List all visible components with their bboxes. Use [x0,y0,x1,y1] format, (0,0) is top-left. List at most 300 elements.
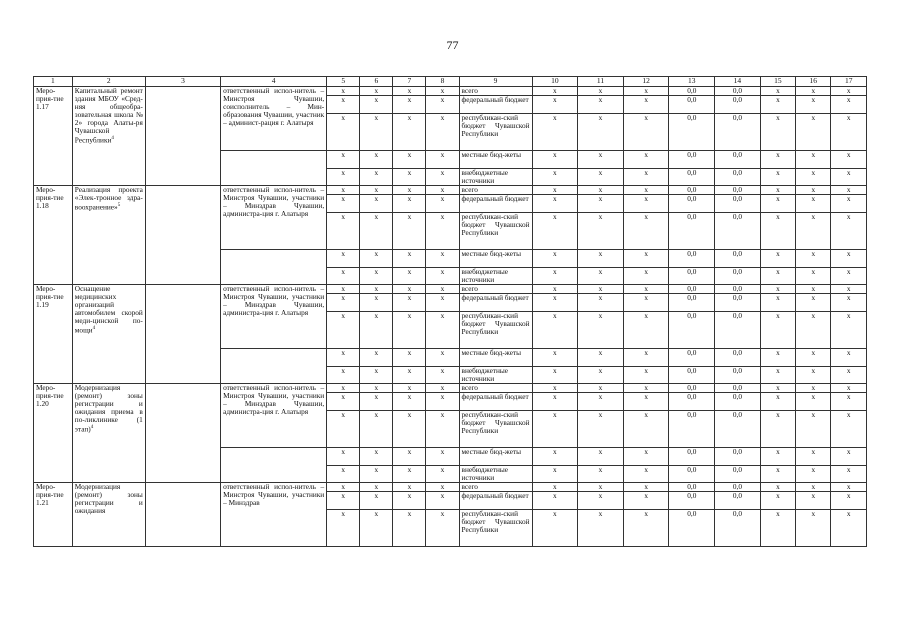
header-cell-2: 2 [72,77,145,87]
cell-x: x [831,393,867,411]
cell-x: x [393,510,426,547]
header-cell-7: 7 [393,77,426,87]
cell-value: 0,0 [715,186,761,195]
source-label: внебюджетные источники [459,466,532,483]
cell-x: x [796,448,831,466]
source-label: внебюджетные источники [459,268,532,285]
source-label: местные бюд-жеты [459,349,532,367]
cell-x: x [327,312,360,349]
source-label: всего [459,384,532,393]
source-label: местные бюд-жеты [459,448,532,466]
cell-x: x [796,294,831,312]
cell-x: x [327,285,360,294]
cell-x: x [831,367,867,384]
cell-x: x [327,492,360,510]
cell-value: 0,0 [715,294,761,312]
source-label: республикан-ский бюджет Чувашской Республики [459,114,532,151]
cell-x: x [831,250,867,268]
cell-x: x [360,448,393,466]
cell-x: x [578,349,624,367]
event-id: Меро-прия-тие 1.19 [34,285,73,384]
cell-x: x [760,312,795,349]
event-name-text: Оснащение медицинских организаций автомобилем скорой меди-цинской по-мощи [74,284,143,335]
header-cell-4: 4 [221,77,327,87]
cell-x: x [623,393,669,411]
cell-x: x [426,367,459,384]
cell-x: x [760,483,795,492]
cell-x: x [831,384,867,393]
cell-x: x [831,448,867,466]
cell-value: 0,0 [715,169,761,186]
cell-x: x [623,294,669,312]
cell-value: 0,0 [669,312,715,349]
cell-value: 0,0 [669,96,715,114]
cell-x: x [393,186,426,195]
event-executor: ответственный испол-нитель – Минстроя Чувашии, соисполнитель – Мин-образования Чувашии, участник – админист-рация г. Алатыря [221,87,327,151]
cell-x: x [831,151,867,169]
cell-x: x [393,169,426,186]
cell-x: x [426,96,459,114]
cell-x: x [578,483,624,492]
cell-x: x [426,268,459,285]
cell-x: x [831,213,867,250]
event-name [72,87,145,186]
event-id: Меро-прия-тие 1.18 [34,186,73,285]
cell-x: x [578,510,624,547]
cell-x: x [360,169,393,186]
cell-x: x [393,349,426,367]
cell-x: x [393,87,426,96]
cell-value: 0,0 [715,268,761,285]
cell-x: x [426,195,459,213]
cell-x: x [532,285,578,294]
event-id: Меро-прия-тие 1.17 [34,87,73,186]
cell-x: x [831,96,867,114]
cell-x: x [796,169,831,186]
cell-x: x [623,114,669,151]
cell-value: 0,0 [669,250,715,268]
cell-x: x [532,151,578,169]
source-label: всего [459,483,532,492]
cell-x: x [760,393,795,411]
empty-cell [221,250,327,285]
cell-x: x [578,393,624,411]
event-id: Меро-прия-тие 1.20 [34,384,73,483]
cell-x: x [426,384,459,393]
cell-x: x [831,87,867,96]
cell-x: x [796,151,831,169]
cell-x: x [532,466,578,483]
source-label: федеральный бюджет [459,393,532,411]
cell-x: x [760,294,795,312]
cell-x: x [360,151,393,169]
event-name [72,483,145,547]
cell-x: x [360,384,393,393]
cell-x: x [327,213,360,250]
cell-x: x [327,349,360,367]
cell-value: 0,0 [715,492,761,510]
header-cell-17: 17 [831,77,867,87]
cell-x: x [760,195,795,213]
cell-x: x [831,483,867,492]
cell-x: x [796,312,831,349]
cell-value: 0,0 [669,393,715,411]
cell-x: x [831,268,867,285]
cell-x: x [393,483,426,492]
cell-x: x [623,448,669,466]
cell-x: x [360,213,393,250]
cell-x: x [623,510,669,547]
cell-x: x [623,250,669,268]
cell-x: x [831,466,867,483]
table-row [34,483,867,492]
cell-x: x [760,87,795,96]
cell-x: x [360,87,393,96]
cell-x: x [360,268,393,285]
cell-value: 0,0 [669,268,715,285]
cell-x: x [360,411,393,448]
cell-x: x [760,349,795,367]
cell-x: x [327,448,360,466]
cell-value: 0,0 [669,384,715,393]
cell-x: x [327,483,360,492]
cell-x: x [393,195,426,213]
cell-x: x [360,510,393,547]
empty-cell [221,448,327,483]
cell-value: 0,0 [715,312,761,349]
footnote-mark: 4 [111,136,114,141]
cell-value: 0,0 [715,87,761,96]
cell-x: x [393,492,426,510]
cell-value: 0,0 [715,466,761,483]
cell-x: x [426,294,459,312]
footnote-mark: 5 [117,203,121,208]
cell-x: x [360,349,393,367]
source-label: федеральный бюджет [459,96,532,114]
table-row [34,186,867,195]
cell-x: x [796,510,831,547]
cell-x: x [393,96,426,114]
cell-x: x [327,268,360,285]
cell-x: x [831,195,867,213]
cell-x: x [327,393,360,411]
cell-value: 0,0 [669,87,715,96]
cell-x: x [623,349,669,367]
cell-x: x [831,411,867,448]
cell-x: x [760,384,795,393]
cell-x: x [426,87,459,96]
empty-cell [145,186,220,285]
cell-x: x [831,285,867,294]
cell-x: x [796,250,831,268]
cell-x: x [532,169,578,186]
cell-x: x [760,285,795,294]
cell-x: x [578,285,624,294]
cell-x: x [532,96,578,114]
source-label: республикан-ский бюджет Чувашской Республики [459,312,532,349]
cell-x: x [532,195,578,213]
cell-x: x [393,213,426,250]
cell-x: x [360,195,393,213]
cell-x: x [393,114,426,151]
source-label: федеральный бюджет [459,492,532,510]
cell-x: x [426,114,459,151]
cell-x: x [623,411,669,448]
cell-x: x [532,114,578,151]
cell-x: x [327,384,360,393]
event-executor: ответственный испол-нитель – Минстроя Чувашии, участники – Минздрав Чувашии, администра-ция г. Алатыря [221,384,327,448]
header-cell-14: 14 [715,77,761,87]
cell-x: x [360,186,393,195]
cell-value: 0,0 [669,483,715,492]
cell-x: x [760,250,795,268]
cell-x: x [623,466,669,483]
cell-x: x [796,195,831,213]
cell-x: x [796,285,831,294]
cell-x: x [532,294,578,312]
cell-x: x [760,96,795,114]
cell-value: 0,0 [715,384,761,393]
event-name [72,285,145,384]
cell-x: x [426,186,459,195]
cell-x: x [360,393,393,411]
cell-x: x [327,294,360,312]
empty-cell [145,87,220,186]
header-cell-13: 13 [669,77,715,87]
cell-x: x [327,411,360,448]
cell-x: x [831,510,867,547]
cell-x: x [532,448,578,466]
cell-x: x [760,492,795,510]
cell-x: x [623,384,669,393]
cell-value: 0,0 [715,114,761,151]
cell-x: x [796,349,831,367]
cell-x: x [426,312,459,349]
cell-x: x [831,114,867,151]
header-cell-11: 11 [578,77,624,87]
cell-x: x [623,151,669,169]
cell-x: x [796,213,831,250]
cell-value: 0,0 [669,195,715,213]
cell-x: x [327,367,360,384]
cell-x: x [360,492,393,510]
cell-x: x [578,384,624,393]
cell-x: x [532,411,578,448]
cell-value: 0,0 [715,411,761,448]
source-label: всего [459,285,532,294]
cell-value: 0,0 [715,250,761,268]
cell-x: x [327,114,360,151]
cell-x: x [360,285,393,294]
cell-x: x [796,87,831,96]
cell-x: x [393,312,426,349]
cell-x: x [578,492,624,510]
header-cell-1: 1 [34,77,73,87]
footnote-mark: 4 [92,326,96,331]
cell-x: x [426,169,459,186]
cell-x: x [360,466,393,483]
cell-x: x [532,384,578,393]
cell-x: x [578,411,624,448]
cell-x: x [360,367,393,384]
source-label: федеральный бюджет [459,195,532,213]
cell-x: x [623,268,669,285]
cell-x: x [623,285,669,294]
source-label: республикан-ский бюджет Чувашской Республики [459,213,532,250]
cell-x: x [532,367,578,384]
cell-x: x [796,367,831,384]
cell-x: x [360,312,393,349]
cell-x: x [831,294,867,312]
event-name-text: Модернизация (ремонт) зоны регистрации и ожидания [74,482,143,515]
event-name-text: Модернизация (ремонт) зоны регистрации и ожидания приема в по-ликлинике (1 этап) [74,383,143,434]
cell-x: x [623,186,669,195]
cell-x: x [831,492,867,510]
cell-value: 0,0 [669,114,715,151]
cell-x: x [426,483,459,492]
cell-x: x [532,510,578,547]
source-label: федеральный бюджет [459,294,532,312]
header-cell-16: 16 [796,77,831,87]
cell-x: x [796,466,831,483]
cell-value: 0,0 [669,448,715,466]
event-id: Меро-прия-тие 1.21 [34,483,73,547]
empty-cell [221,151,327,186]
cell-x: x [360,114,393,151]
cell-value: 0,0 [669,349,715,367]
cell-value: 0,0 [669,466,715,483]
header-cell-15: 15 [760,77,795,87]
cell-x: x [393,393,426,411]
cell-value: 0,0 [715,151,761,169]
cell-value: 0,0 [715,96,761,114]
cell-x: x [623,367,669,384]
cell-value: 0,0 [669,285,715,294]
cell-value: 0,0 [669,151,715,169]
empty-cell [145,285,220,384]
cell-x: x [327,186,360,195]
cell-x: x [426,448,459,466]
cell-value: 0,0 [669,169,715,186]
cell-x: x [327,510,360,547]
cell-x: x [578,169,624,186]
event-name-text: Капитальный ремонт здания МБОУ «Сред-няя общеобра-зовательная школа № 2» города Алаты-ря Чувашской Республики [74,86,143,145]
source-label: всего [459,87,532,96]
cell-x: x [327,87,360,96]
event-executor: ответственный испол-нитель – Минстроя Чувашии, участники – Минздрав Чувашии, администра-ция г. Алатыря [221,186,327,250]
table-row [34,384,867,393]
header-cell-9: 9 [459,77,532,87]
cell-value: 0,0 [669,186,715,195]
cell-x: x [796,483,831,492]
cell-x: x [578,213,624,250]
cell-x: x [532,250,578,268]
cell-value: 0,0 [715,349,761,367]
cell-x: x [327,250,360,268]
cell-x: x [760,268,795,285]
cell-x: x [426,393,459,411]
cell-x: x [426,349,459,367]
cell-x: x [578,268,624,285]
cell-x: x [327,466,360,483]
cell-x: x [760,466,795,483]
source-label: местные бюд-жеты [459,250,532,268]
cell-x: x [532,186,578,195]
cell-value: 0,0 [669,510,715,547]
cell-x: x [426,213,459,250]
cell-x: x [760,411,795,448]
cell-x: x [831,169,867,186]
empty-cell [145,483,220,547]
header-cell-3: 3 [145,77,220,87]
cell-x: x [360,483,393,492]
cell-value: 0,0 [669,492,715,510]
source-label: местные бюд-жеты [459,151,532,169]
cell-x: x [393,448,426,466]
cell-x: x [578,186,624,195]
event-name [72,186,145,285]
cell-x: x [796,96,831,114]
cell-value: 0,0 [715,510,761,547]
table-row [34,87,867,96]
cell-x: x [393,384,426,393]
cell-x: x [426,151,459,169]
cell-value: 0,0 [715,367,761,384]
source-label: всего [459,186,532,195]
cell-x: x [760,151,795,169]
cell-x: x [578,294,624,312]
cell-value: 0,0 [669,294,715,312]
event-executor: ответственный испол-нитель – Минстроя Чувашии, участники – Минздрав [221,483,327,547]
cell-x: x [393,250,426,268]
cell-x: x [360,96,393,114]
cell-x: x [796,411,831,448]
cell-x: x [393,268,426,285]
cell-x: x [532,312,578,349]
source-label: внебюджетные источники [459,367,532,384]
event-name-text: Реализация проекта «Элек-тронное здра-воохранение» [74,185,143,212]
cell-x: x [393,367,426,384]
budget-table [33,76,867,547]
cell-x: x [532,268,578,285]
cell-x: x [623,195,669,213]
cell-x: x [532,393,578,411]
cell-x: x [360,250,393,268]
cell-value: 0,0 [715,393,761,411]
table-row [34,285,867,294]
cell-x: x [327,96,360,114]
cell-value: 0,0 [669,367,715,384]
cell-x: x [578,151,624,169]
cell-value: 0,0 [669,213,715,250]
cell-x: x [327,195,360,213]
cell-x: x [426,492,459,510]
cell-x: x [426,510,459,547]
source-label: республикан-ский бюджет Чувашской Республики [459,411,532,448]
cell-value: 0,0 [715,285,761,294]
cell-x: x [426,411,459,448]
cell-x: x [623,169,669,186]
cell-x: x [532,87,578,96]
source-label: республикан-ский бюджет Чувашской Республики [459,510,532,547]
cell-x: x [796,268,831,285]
cell-x: x [796,393,831,411]
cell-x: x [760,169,795,186]
footnote-mark: 4 [90,425,94,430]
header-row [34,77,867,87]
cell-x: x [760,510,795,547]
cell-x: x [796,384,831,393]
